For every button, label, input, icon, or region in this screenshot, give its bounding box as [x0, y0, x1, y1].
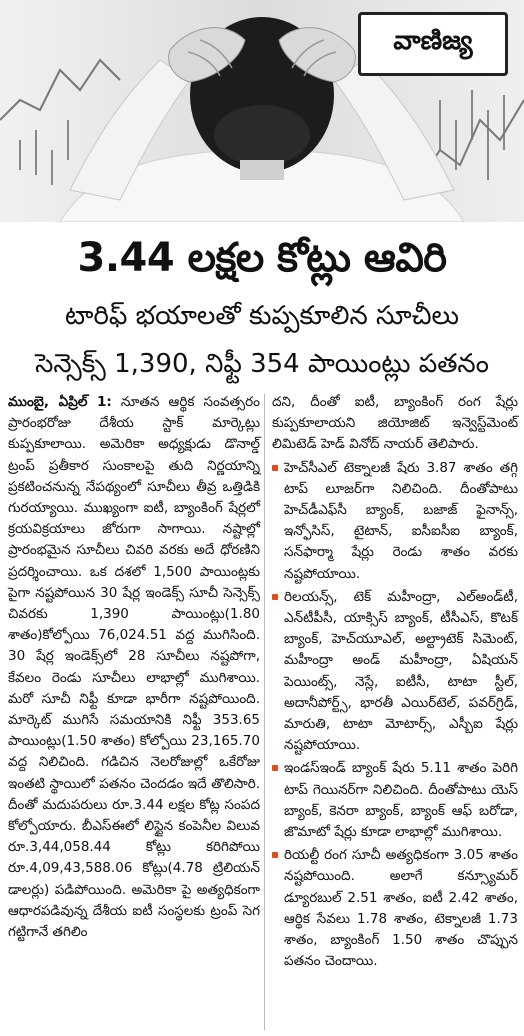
- subheadline: టారిఫ్ భయాలతో కుప్పకూలిన సూచీలు: [65, 301, 459, 331]
- bullet-item: హెచ్‌సీఎల్ టెక్నాలజీ షేరు 3.87 శాతం తగ్గి టాప్ లూజర్‌గా నిలిచింది. దీంతోపాటు హెచ్‌డీఎఫ్‌సీ బ్యాంక్, బజాజ్ ఫైనాన్స్, ఇన్ఫోసిస్, టైటాన్, ఐసీఐసీఐ బ్యాంక్, సన్‌ఫార్మా షేర్లు రెండు శాతం వరకు నష్టపోయాయి.: [272, 458, 518, 585]
- article-photo: [0, 0, 524, 222]
- bullet-item: రియల్టీ రంగ సూచీ అత్యధికంగా 3.05 శాతం నష్టపోయింది. అలాగే కన్స్యూమర్ డ్యూరబుల్ 2.51 శాతం, ఐటీ 2.42 శాతం, ఆర్థిక సేవలు 1.78 శాతం, టెక్నాలజీ 1.73 శాతం, బ్యాంకింగ్ 1.50 శాతం చొప్పున పతనం చెందాయి.: [272, 845, 518, 972]
- article-column-right: [272, 392, 518, 972]
- column-divider: [264, 394, 265, 1030]
- article-paragraph: దని, దీంతో ఐటీ, బ్యాంకింగ్ రంగ షేర్లు కుప్పకూలాయని జియోజిట్ ఇన్వెస్ట్‌మెంట్ లిమిటెడ్ హెడ్ వినోద్ నాయర్ తెలిపారు.: [272, 394, 518, 453]
- dateline: ముంబై, ఏప్రిల్ 1:: [8, 394, 112, 410]
- article-paragraph: [8, 392, 260, 943]
- article-text: నూతన ఆర్థిక సంవత్సరం ప్రారంభరోజు దేశీయ స్టాక్ మార్కెట్లు కుప్పకూలాయి. అమెరికా అధ్యక్షుడు డొనాల్డ్ ట్రంప్ ప్రతీకార సుంకాలపై తుది నిర్ణయాన్ని ప్రకటించనున్న నేపథ్యంలో సూచీలు తీవ్ర ఒత్తిడికి గురయ్యాయి. ముఖ్యంగా ఐటీ, బ్యాంకింగ్ షేర్లలో క్రయవిక్రయాలు జోరుగా సాగాయి. నష్టాల్లో ప్రారంభమైన సూచీలు చివరి వరకు అదే ధోరణిని ప్రదర్శించాయి. ఒక దశలో 1,500 పాయింట్లకు పైగా నష్టపోయిన 30 షేర్ల ఇండెక్స్ సూచీ సెన్సెక్స్ చివరకు 1,390 పాయింట్లు(1.80 శాతం)కోల్పోయి 76,024.51 వద్ద ముగిసింది. 30 షేర్ల ఇండెక్స్‌లో 28 సూచీలు నష్టపోగా, కేవలం రెండు సూచీలు లాభాల్లో ముగిశాయి. మరో సూచీ నిఫ్టీ కూడా భారీగా నష్టపోయింది. మార్కెట్ ముగిసే సమయానికి నిఫ్టీ 353.65 పాయింట్లు(1.50 శాతం) కోల్పోయి 23,165.70 వద్ద నిలిచింది. గడిచిన నెలరోజుల్లో ఒకేరోజు ఇంతటి స్థాయిలో పతనం చెందడం ఇదే తొలిసారి. దీంతో మదుపరులు రూ.3.44 లక్షల కోట్ల సంపద కోల్పోయారు. బీఎస్ఈలో లిస్టైన కంపెనీల విలువ రూ.3,44,058.44 కోట్లు కరిగిపోయి రూ.4,09,43,588.06 కోట్లు(4.78 ట్రిలియన్ డాలర్లు) పడిపోయింది. అమెరికా పై అత్యధికంగా ఆధారపడివున్న దేశీయ ఐటీ సంస్థలకు ట్రంప్ సెగ గట్టిగానే తగిలిం: [8, 394, 261, 941]
- bullet-item: ఇండస్‌ఇండ్ బ్యాంక్ షేరు 5.11 శాతం పెరిగి టాప్ గెయినర్‌గా నిలిచింది. దీంతోపాటు యెస్ బ్యాంక్, కెనరా బ్యాంక్, బ్యాంక్ ఆఫ్ బరోడా, జొమాటో షేర్లు కూడా లాభాల్లో ముగిశాయి.: [272, 758, 518, 843]
- bullet-item: రిలయన్స్, టెక్ మహీంద్రా, ఎల్అండ్‌టీ, ఎన్‌టీపీసీ, యాక్సిస్ బ్యాంక్, టీసీఎస్, కొటక్ బ్యాంక్, హెచ్‌యూఎల్, అల్ట్రాటెక్ సిమెంట్, మహీంద్రా అండ్ మహీంద్రా, ఏషియన్ పెయింట్స్, నెస్లే, ఐటీసీ, టాటా స్టీల్, అదానీపోర్ట్స్, భారతీ ఎయిర్‌టెల్, పవర్‌గ్రిడ్, మారుతి, టాటా మోటార్స్, ఎస్బీఐ షేర్లు నష్టపోయాయి.: [272, 587, 518, 757]
- subheadline-figures: సెన్సెక్స్ 1,390, నిఫ్టీ 354 పాయింట్లు పతనం: [35, 349, 489, 379]
- section-tag: వాణిజ్య: [358, 12, 508, 76]
- article-column-left: [8, 392, 260, 943]
- headline: 3.44 లక్షల కోట్లు ఆవిరి: [77, 235, 447, 281]
